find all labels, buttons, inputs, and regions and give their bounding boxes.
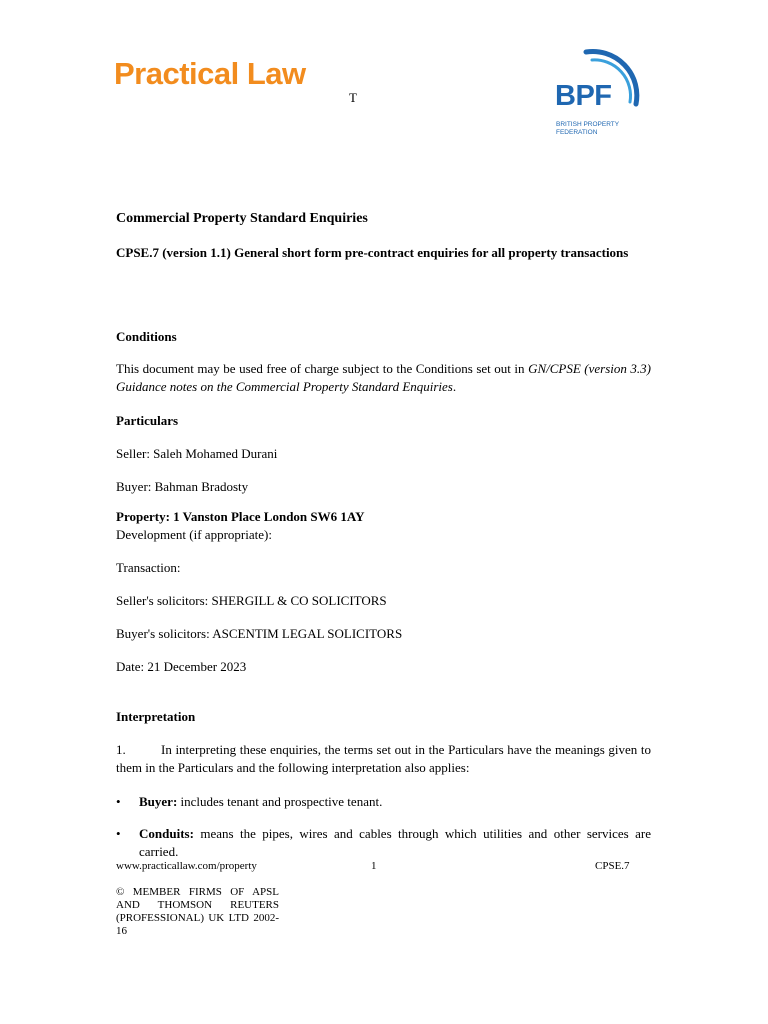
- conditions-heading: Conditions: [116, 329, 177, 344]
- page-number: 1: [371, 860, 377, 872]
- paragraph-text: In interpreting these enquiries, the terms set out in the Particulars have the meanings given to them in the Particulars and the following interpretation also applies:: [116, 742, 651, 775]
- interpretation-heading: Interpretation: [116, 709, 196, 724]
- stray-character: T: [349, 90, 357, 105]
- conditions-text: This document may be used free of charge subject to the Conditions set out in: [116, 361, 529, 376]
- transaction-field: Transaction:: [116, 560, 181, 575]
- buyers-solicitors-field: Buyer's solicitors: ASCENTIM LEGAL SOLICITORS: [116, 626, 403, 641]
- property-field: Property: 1 Vanston Place London SW6 1AY: [116, 509, 365, 524]
- particulars-heading: Particulars: [116, 413, 179, 428]
- definition-term: Buyer:: [139, 794, 178, 809]
- sellers-solicitors-field: Seller's solicitors: SHERGILL & CO SOLICITORS: [116, 593, 387, 608]
- definition-term: Conduits:: [139, 826, 194, 841]
- definition-body: means the pipes, wires and cables through which utilities and other services are carried.: [139, 826, 651, 859]
- bpf-subtitle: BRITISH PROPERTY FEDERATION: [556, 121, 619, 136]
- development-field: Development (if appropriate):: [116, 527, 272, 542]
- bullet-icon: •: [116, 794, 121, 809]
- document-code: CPSE.7: [595, 860, 630, 872]
- definition-text: [139, 825, 651, 861]
- footer-url: www.practicallaw.com/property: [116, 860, 257, 872]
- document-subtitle: CPSE.7 (version 1.1) General short form pre-contract enquiries for all property transactions: [116, 245, 629, 260]
- interpretation-paragraph-1: [116, 741, 651, 777]
- definition-text: [139, 793, 651, 811]
- bullet-icon: •: [116, 826, 121, 841]
- seller-field: Seller: Saleh Mohamed Durani: [116, 446, 278, 461]
- copyright-notice: © MEMBER FIRMS OF APSL AND THOMSON REUTERS (PROFESSIONAL) UK LTD 2002-16: [116, 886, 279, 937]
- buyer-field: Buyer: Bahman Bradosty: [116, 479, 249, 494]
- conditions-paragraph: [116, 360, 651, 396]
- practical-law-logo: Practical Law: [114, 56, 306, 91]
- definition-body: includes tenant and prospective tenant.: [177, 794, 383, 809]
- bpf-logo: BPF: [555, 80, 612, 112]
- guidance-notes-reference: GN/CPSE (version 3.3) Guidance notes on the Commercial Property Standard Enquiries: [116, 361, 651, 394]
- conditions-text-end: .: [452, 379, 457, 394]
- date-field: Date: 21 December 2023: [116, 659, 247, 674]
- document-title: Commercial Property Standard Enquiries: [116, 211, 368, 226]
- paragraph-number: 1.: [116, 742, 126, 757]
